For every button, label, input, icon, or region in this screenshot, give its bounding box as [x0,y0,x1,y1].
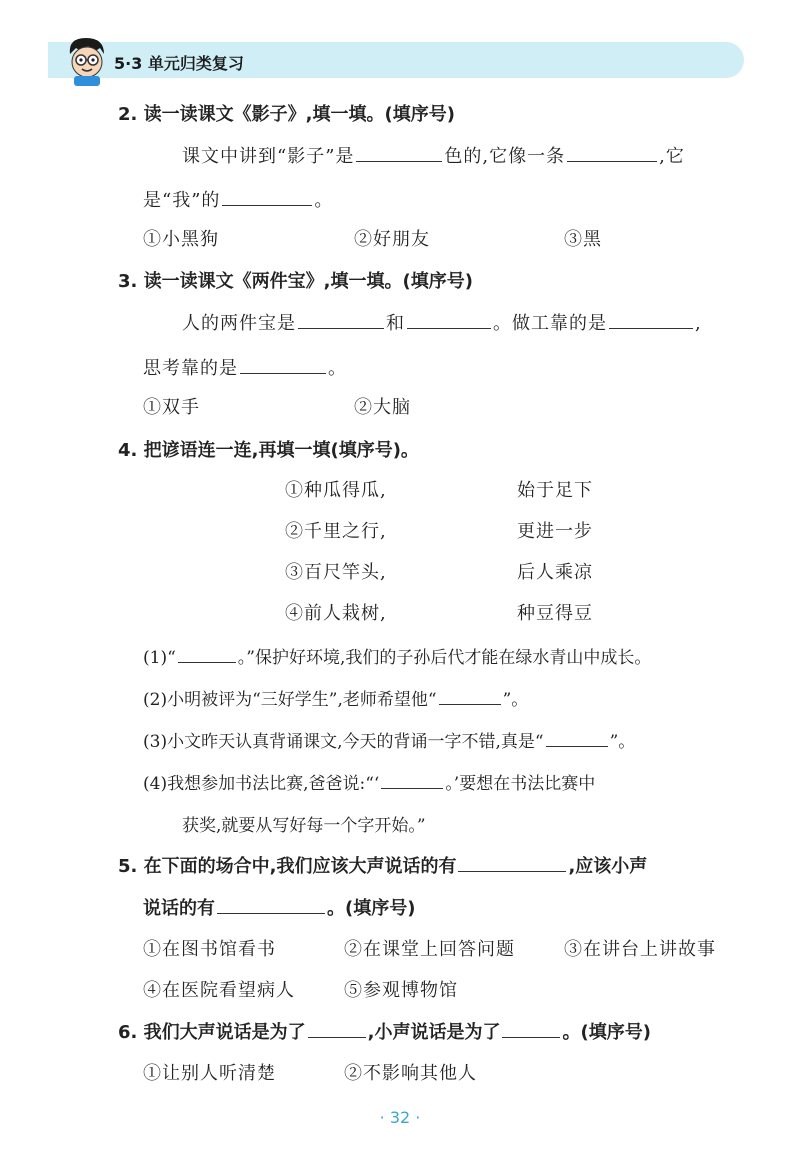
answer-blank[interactable] [178,644,236,663]
q6-option: ①让别人听清楚 [143,1063,276,1084]
proverb-left[interactable]: ②千里之行, [285,521,387,542]
q4-s4-text-1: (4)我想参加书法比赛,爸爸说:“‘ [143,774,380,794]
q3-text-6: 。 [328,358,347,379]
q4-sentence-4-cont: 获奖,就要从写好每一个字开始。” [182,816,426,836]
proverb-left[interactable]: ①种瓜得瓜, [285,480,387,501]
proverb-left[interactable]: ④前人栽树, [285,603,387,624]
q3-line2 [143,354,347,380]
header-title: 5·3 单元归类复习 [114,54,244,73]
answer-blank[interactable] [308,1019,366,1038]
q4-s1-text-2: 。”保护好环境,我们的子孙后代才能在绿水青山中成长。 [237,648,652,668]
q2-text-5: 。 [314,190,334,211]
q6-option: ②不影响其他人 [344,1063,477,1084]
q6-line [118,1018,651,1044]
q5-option: ③在讲台上讲故事 [564,939,716,960]
proverb-left[interactable]: ③百尺竿头, [285,562,387,583]
q4-s3-text-2: ”。 [609,732,636,752]
answer-blank[interactable] [439,686,501,705]
q5-option: ⑤参观博物馆 [344,980,458,1001]
proverb-right[interactable]: 后人乘凉 [517,562,593,583]
answer-blank[interactable] [356,143,442,162]
q2-line1 [182,142,685,168]
q4-s3-text-1: (3)小文昨天认真背诵课文,今天的背诵一字不错,真是“ [143,732,544,752]
q6-text-1: 6. 我们大声说话是为了 [118,1022,306,1043]
answer-blank[interactable] [458,853,566,872]
q3-text-1: 人的两件宝是 [182,313,296,334]
q5-text-1: 5. 在下面的场合中,我们应该大声说话的有 [118,856,457,877]
q4-sentence-1 [143,643,651,668]
proverb-right[interactable]: 种豆得豆 [517,603,593,624]
answer-blank[interactable] [240,355,326,374]
q3-option: ①双手 [143,397,200,418]
answer-blank[interactable] [298,310,384,329]
answer-blank[interactable] [546,728,608,747]
q3-title: 3. 读一读课文《两件宝》,填一填。(填序号) [118,271,473,292]
q3-line1 [182,309,702,335]
answer-blank[interactable] [609,310,693,329]
q4-sentence-2 [143,685,528,710]
proverb-right[interactable]: 更进一步 [517,521,593,542]
q5-line2 [143,894,415,920]
answer-blank[interactable] [381,770,443,789]
proverb-right[interactable]: 始于足下 [517,480,593,501]
q4-sentence-4 [143,769,595,794]
q5-option: ④在医院看望病人 [143,980,295,1001]
q6-text-2: ,小声说话是为了 [367,1022,501,1043]
q4-s4-text-2: 。’要想在书法比赛中 [445,774,596,794]
q2-option: ②好朋友 [354,229,430,250]
q4-s2-text-1: (2)小明被评为“三好学生”,老师希望他“ [143,690,437,710]
mascot-icon [64,36,110,86]
q4-s2-text-2: ”。 [502,690,529,710]
q4-s1-text-1: (1)“ [143,648,176,668]
q2-text-3: ,它 [659,146,685,167]
answer-blank[interactable] [407,310,491,329]
page-number: · 32 · [379,1108,421,1127]
q6-text-3: 。(填序号) [562,1022,651,1043]
answer-blank[interactable] [567,143,657,162]
q2-option: ③黑 [564,229,602,250]
answer-blank[interactable] [222,187,312,206]
q3-text-5: 思考靠的是 [143,358,238,379]
q5-line1 [118,852,647,878]
q2-text-4: 是“我”的 [143,190,221,211]
answer-blank[interactable] [217,895,325,914]
q3-text-3: 。做工靠的是 [493,313,607,334]
q4-sentence-3 [143,727,635,752]
q5-text-4: 。(填序号) [327,898,416,919]
q2-line2 [143,186,333,212]
q4-title: 4. 把谚语连一连,再填一填(填序号)。 [118,440,419,461]
q2-text-2: 色的,它像一条 [444,146,566,167]
q5-option: ①在图书馆看书 [143,939,276,960]
q2-title: 2. 读一读课文《影子》,填一填。(填序号) [118,104,455,125]
q5-text-3: 说话的有 [143,898,215,919]
q2-option: ①小黑狗 [143,229,219,250]
q3-text-4: , [695,313,702,334]
q5-text-2: ,应该小声 [568,856,648,877]
q5-option: ②在课堂上回答问题 [344,939,515,960]
q2-text-1: 课文中讲到“影子”是 [182,146,355,167]
answer-blank[interactable] [502,1019,560,1038]
q3-option: ②大脑 [354,397,411,418]
q3-text-2: 和 [386,313,405,334]
